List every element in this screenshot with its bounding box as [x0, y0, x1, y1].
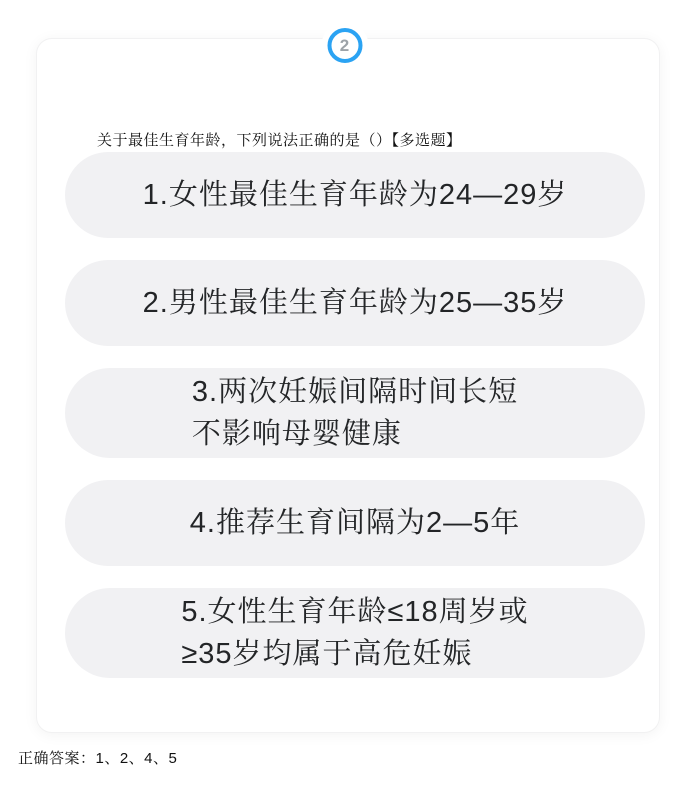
option-5-line-2: ≥35岁均属于高危妊娠	[181, 638, 473, 670]
option-3[interactable]	[65, 368, 645, 458]
option-3-label	[192, 371, 518, 455]
option-1-label	[143, 174, 568, 216]
option-5-label	[181, 591, 528, 675]
option-2[interactable]	[65, 260, 645, 346]
option-1-line-1: 1.女性最佳生育年龄为24—29岁	[142, 179, 568, 211]
option-2-label	[143, 282, 568, 324]
correct-answer-text: 正确答案：1、2、4、5	[18, 750, 178, 767]
option-5-line-1: 5.女性生育年龄≤18周岁或	[181, 596, 529, 628]
option-4-label	[190, 502, 520, 544]
question-number-badge	[327, 28, 362, 63]
option-4[interactable]	[65, 480, 645, 566]
question-text: 关于最佳生育年龄，下列说法正确的是（）【多选题】	[97, 132, 462, 149]
option-2-line-1: 2.男性最佳生育年龄为25—35岁	[142, 287, 568, 319]
option-5[interactable]	[65, 588, 645, 678]
option-3-line-1: 3.两次妊娠间隔时间长短	[191, 376, 519, 408]
options-list	[65, 152, 645, 700]
option-3-line-2: 不影响母婴健康	[191, 418, 402, 450]
option-1[interactable]	[65, 152, 645, 238]
question-number: 2	[339, 36, 350, 55]
option-4-line-1: 4.推荐生育间隔为2—5年	[189, 507, 521, 539]
